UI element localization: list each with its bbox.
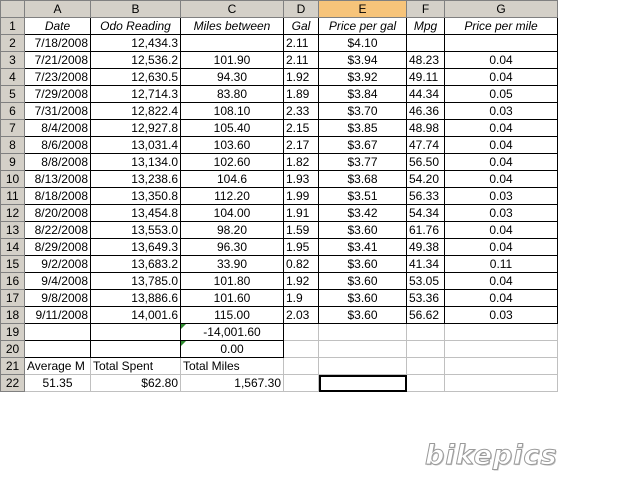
- header-odo-reading[interactable]: Odo Reading: [91, 18, 181, 35]
- cell-average-mpg[interactable]: 51.35: [25, 375, 91, 392]
- cell-mpg[interactable]: 48.98: [407, 120, 445, 137]
- cell-date[interactable]: 8/4/2008: [25, 120, 91, 137]
- table-row: [1, 188, 558, 205]
- cell-mpg[interactable]: 54.20: [407, 171, 445, 188]
- cell[interactable]: [319, 324, 407, 341]
- cell[interactable]: [284, 358, 319, 375]
- cell-price-per-gal[interactable]: $4.10: [319, 35, 407, 52]
- cell-odo-reading[interactable]: 13,454.8: [91, 205, 181, 222]
- cell-price-per-mile[interactable]: 0.04: [445, 239, 558, 256]
- cell-price-per-gal[interactable]: $3.60: [319, 307, 407, 324]
- cell-mpg[interactable]: 46.36: [407, 103, 445, 120]
- cell-miles-between[interactable]: 105.40: [181, 120, 284, 137]
- cell-gal[interactable]: 1.9: [284, 290, 319, 307]
- cell[interactable]: [284, 324, 319, 341]
- cell[interactable]: [445, 375, 558, 392]
- cell-miles-between[interactable]: 104.6: [181, 171, 284, 188]
- cell[interactable]: [407, 375, 445, 392]
- cell-odo-reading[interactable]: 12,822.4: [91, 103, 181, 120]
- cell-odo-reading[interactable]: 13,134.0: [91, 154, 181, 171]
- cell-price-per-mile[interactable]: 0.04: [445, 273, 558, 290]
- cell[interactable]: [91, 324, 181, 341]
- cell-miles-between[interactable]: 94.30: [181, 69, 284, 86]
- cell[interactable]: [25, 324, 91, 341]
- cell-miles-between[interactable]: 98.20: [181, 222, 284, 239]
- cell-odo-reading[interactable]: 12,630.5: [91, 69, 181, 86]
- cell-miles-between[interactable]: 112.20: [181, 188, 284, 205]
- cell-price-per-gal[interactable]: $3.42: [319, 205, 407, 222]
- cell-price-per-mile[interactable]: 0.04: [445, 222, 558, 239]
- cell-date[interactable]: 8/8/2008: [25, 154, 91, 171]
- table-row: [1, 154, 558, 171]
- cell-miles-between[interactable]: 115.00: [181, 307, 284, 324]
- cell-date[interactable]: 7/23/2008: [25, 69, 91, 86]
- cell-mpg[interactable]: 44.34: [407, 86, 445, 103]
- cell-miles-between[interactable]: 33.90: [181, 256, 284, 273]
- table-row: [1, 52, 558, 69]
- cell-odo-reading[interactable]: 13,553.0: [91, 222, 181, 239]
- cell-price-per-gal[interactable]: $3.77: [319, 154, 407, 171]
- cell-price-per-gal[interactable]: $3.70: [319, 103, 407, 120]
- row-header[interactable]: 6: [1, 103, 25, 120]
- row-header[interactable]: 3: [1, 52, 25, 69]
- cell-gal[interactable]: 1.92: [284, 69, 319, 86]
- cell-mpg[interactable]: 49.38: [407, 239, 445, 256]
- row-header[interactable]: 4: [1, 69, 25, 86]
- cell-gal[interactable]: 1.93: [284, 171, 319, 188]
- row-header[interactable]: 1: [1, 18, 25, 35]
- cell-miles-between[interactable]: [181, 324, 284, 341]
- cell[interactable]: [284, 341, 319, 358]
- cell[interactable]: [25, 341, 91, 358]
- cell-miles-between[interactable]: 101.90: [181, 52, 284, 69]
- cell-mpg[interactable]: 54.34: [407, 205, 445, 222]
- cell-price-per-mile[interactable]: 0.04: [445, 52, 558, 69]
- cell-odo-reading[interactable]: 13,031.4: [91, 137, 181, 154]
- row-header[interactable]: 5: [1, 86, 25, 103]
- cell-gal[interactable]: 1.59: [284, 222, 319, 239]
- cell-price-per-mile[interactable]: 0.04: [445, 154, 558, 171]
- cell-miles-between[interactable]: 101.80: [181, 273, 284, 290]
- cell-odo-reading[interactable]: 14,001.6: [91, 307, 181, 324]
- table-row: [1, 35, 558, 52]
- cell-miles-between[interactable]: [181, 341, 284, 358]
- cell-mpg[interactable]: 61.76: [407, 222, 445, 239]
- cell-miles-between[interactable]: 83.80: [181, 86, 284, 103]
- cell-odo-reading[interactable]: 13,683.2: [91, 256, 181, 273]
- cell-mpg[interactable]: 53.36: [407, 290, 445, 307]
- table-row: [1, 324, 558, 341]
- cell-date[interactable]: 8/13/2008: [25, 171, 91, 188]
- table-row: [1, 171, 558, 188]
- cell-date[interactable]: 9/2/2008: [25, 256, 91, 273]
- cell-total-miles[interactable]: 1,567.30: [181, 375, 284, 392]
- cell-average-mpg-label[interactable]: Average M: [25, 358, 91, 375]
- cell-price-per-mile[interactable]: 0.04: [445, 171, 558, 188]
- active-cell[interactable]: [319, 375, 407, 392]
- cell[interactable]: [319, 358, 407, 375]
- cell-gal[interactable]: 2.15: [284, 120, 319, 137]
- column-header-row: [1, 1, 558, 18]
- table-row: [1, 103, 558, 120]
- row-header[interactable]: 16: [1, 273, 25, 290]
- cell-mpg[interactable]: 48.23: [407, 52, 445, 69]
- cell-odo-reading[interactable]: 12,714.3: [91, 86, 181, 103]
- row-header[interactable]: 15: [1, 256, 25, 273]
- table-row: [1, 375, 558, 392]
- cell-date[interactable]: 9/11/2008: [25, 307, 91, 324]
- cell-mpg[interactable]: 56.33: [407, 188, 445, 205]
- header-miles-between[interactable]: Miles between: [181, 18, 284, 35]
- row-header[interactable]: 7: [1, 120, 25, 137]
- error-indicator-icon: [181, 341, 186, 346]
- table-row: [1, 256, 558, 273]
- cell-date[interactable]: 8/6/2008: [25, 137, 91, 154]
- cell[interactable]: [91, 341, 181, 358]
- header-date[interactable]: Date: [25, 18, 91, 35]
- table-row: [1, 222, 558, 239]
- row-header[interactable]: 14: [1, 239, 25, 256]
- column-header-a[interactable]: A: [25, 1, 91, 18]
- cell-gal[interactable]: 2.33: [284, 103, 319, 120]
- cell-mpg[interactable]: 47.74: [407, 137, 445, 154]
- cell-odo-reading[interactable]: 12,434.3: [91, 35, 181, 52]
- cell-price-per-mile[interactable]: 0.05: [445, 86, 558, 103]
- cell-odo-reading[interactable]: 13,785.0: [91, 273, 181, 290]
- header-mpg[interactable]: Mpg: [407, 18, 445, 35]
- cell-gal[interactable]: 1.89: [284, 86, 319, 103]
- cell[interactable]: [445, 358, 558, 375]
- table-row: [1, 273, 558, 290]
- row-header[interactable]: 22: [1, 375, 25, 392]
- row-header[interactable]: 9: [1, 154, 25, 171]
- row-header[interactable]: 17: [1, 290, 25, 307]
- header-gal[interactable]: Gal: [284, 18, 319, 35]
- cell-gal[interactable]: 1.82: [284, 154, 319, 171]
- cell-date[interactable]: 7/21/2008: [25, 52, 91, 69]
- table-row: [1, 18, 558, 35]
- cell-mpg[interactable]: 49.11: [407, 69, 445, 86]
- cell-price-per-gal[interactable]: $3.85: [319, 120, 407, 137]
- cell-mpg[interactable]: [407, 35, 445, 52]
- cell-date[interactable]: 8/20/2008: [25, 205, 91, 222]
- cell-mpg[interactable]: 41.34: [407, 256, 445, 273]
- column-header-c[interactable]: C: [181, 1, 284, 18]
- cell-gal[interactable]: 2.17: [284, 137, 319, 154]
- cell-miles-between[interactable]: 103.60: [181, 137, 284, 154]
- cell-price-per-gal[interactable]: $3.94: [319, 52, 407, 69]
- cell[interactable]: [407, 358, 445, 375]
- cell-date[interactable]: 7/29/2008: [25, 86, 91, 103]
- cell-odo-reading[interactable]: 13,886.6: [91, 290, 181, 307]
- cell-price-per-mile[interactable]: 0.03: [445, 307, 558, 324]
- cell-mpg[interactable]: 56.62: [407, 307, 445, 324]
- cell-total-spent-label[interactable]: Total Spent: [91, 358, 181, 375]
- table-row: [1, 358, 558, 375]
- cell-price-per-gal[interactable]: $3.68: [319, 171, 407, 188]
- cell-price-per-gal[interactable]: $3.60: [319, 222, 407, 239]
- cell-miles-between[interactable]: 108.10: [181, 103, 284, 120]
- cell-total-spent[interactable]: $62.80: [91, 375, 181, 392]
- cell-odo-reading[interactable]: 12,927.8: [91, 120, 181, 137]
- cell-odo-reading[interactable]: 13,238.6: [91, 171, 181, 188]
- cell-price-per-gal[interactable]: $3.51: [319, 188, 407, 205]
- cell[interactable]: [407, 324, 445, 341]
- table-row: [1, 307, 558, 324]
- row-header[interactable]: 11: [1, 188, 25, 205]
- cell-date[interactable]: 7/31/2008: [25, 103, 91, 120]
- cell-price-per-mile[interactable]: 0.03: [445, 188, 558, 205]
- cell[interactable]: [445, 341, 558, 358]
- cell-miles-between[interactable]: [181, 35, 284, 52]
- cell-price-per-mile[interactable]: 0.04: [445, 120, 558, 137]
- row-header[interactable]: 12: [1, 205, 25, 222]
- cell[interactable]: [445, 324, 558, 341]
- column-header-e[interactable]: E: [319, 1, 407, 18]
- row-header[interactable]: 19: [1, 324, 25, 341]
- cell-miles-between[interactable]: 96.30: [181, 239, 284, 256]
- cell-date[interactable]: 8/22/2008: [25, 222, 91, 239]
- cell-odo-reading[interactable]: 13,350.8: [91, 188, 181, 205]
- cell-miles-between[interactable]: 101.60: [181, 290, 284, 307]
- row-header[interactable]: 20: [1, 341, 25, 358]
- cell-gal[interactable]: 2.11: [284, 35, 319, 52]
- cell-price-per-gal[interactable]: $3.92: [319, 69, 407, 86]
- row-header[interactable]: 18: [1, 307, 25, 324]
- cell-price-per-gal[interactable]: $3.60: [319, 273, 407, 290]
- column-header-g[interactable]: G: [445, 1, 558, 18]
- cell-price-per-gal[interactable]: $3.60: [319, 256, 407, 273]
- error-indicator-icon: [181, 324, 186, 329]
- cell-price-per-gal[interactable]: $3.67: [319, 137, 407, 154]
- row-header[interactable]: 21: [1, 358, 25, 375]
- table-row: [1, 86, 558, 103]
- cell-mpg[interactable]: 56.50: [407, 154, 445, 171]
- cell-mpg[interactable]: 53.05: [407, 273, 445, 290]
- table-row: [1, 239, 558, 256]
- row-header[interactable]: 2: [1, 35, 25, 52]
- cell-price-per-gal[interactable]: $3.41: [319, 239, 407, 256]
- cell-gal[interactable]: 1.95: [284, 239, 319, 256]
- cell-odo-reading[interactable]: 13,649.3: [91, 239, 181, 256]
- table-row: [1, 69, 558, 86]
- column-header-d[interactable]: D: [284, 1, 319, 18]
- cell-gal[interactable]: 0.82: [284, 256, 319, 273]
- bikepics-watermark-logo: bikepics: [425, 440, 558, 471]
- cell-price-per-mile[interactable]: 0.03: [445, 205, 558, 222]
- cell-date[interactable]: 9/8/2008: [25, 290, 91, 307]
- table-row: [1, 290, 558, 307]
- cell-value: 0.00: [220, 341, 244, 356]
- cell-gal[interactable]: 2.03: [284, 307, 319, 324]
- cell-price-per-gal[interactable]: $3.84: [319, 86, 407, 103]
- cell-price-per-mile[interactable]: 0.04: [445, 137, 558, 154]
- cell-price-per-gal[interactable]: $3.60: [319, 290, 407, 307]
- table-row: [1, 341, 558, 358]
- cell-date[interactable]: 7/18/2008: [25, 35, 91, 52]
- cell-gal[interactable]: 1.91: [284, 205, 319, 222]
- table-row: [1, 205, 558, 222]
- header-price-per-gal[interactable]: Price per gal: [319, 18, 407, 35]
- cell-gal[interactable]: 1.99: [284, 188, 319, 205]
- row-header[interactable]: 10: [1, 171, 25, 188]
- cell-price-per-mile[interactable]: 0.03: [445, 103, 558, 120]
- cell-price-per-mile[interactable]: 0.04: [445, 69, 558, 86]
- cell-total-miles-label[interactable]: Total Miles: [181, 358, 284, 375]
- cell-price-per-mile[interactable]: [445, 35, 558, 52]
- cell-miles-between[interactable]: 104.00: [181, 205, 284, 222]
- cell[interactable]: [284, 375, 319, 392]
- cell-date[interactable]: 8/18/2008: [25, 188, 91, 205]
- cell-miles-between[interactable]: 102.60: [181, 154, 284, 171]
- select-all-corner[interactable]: [1, 1, 25, 18]
- table-row: [1, 137, 558, 154]
- row-header[interactable]: 13: [1, 222, 25, 239]
- column-header-f[interactable]: F: [407, 1, 445, 18]
- cell-date[interactable]: 9/4/2008: [25, 273, 91, 290]
- cell-price-per-mile[interactable]: 0.04: [445, 290, 558, 307]
- column-header-b[interactable]: B: [91, 1, 181, 18]
- cell-value: -14,001.60: [203, 324, 261, 339]
- cell[interactable]: [407, 341, 445, 358]
- cell-price-per-mile[interactable]: 0.11: [445, 256, 558, 273]
- header-price-per-mile[interactable]: Price per mile: [445, 18, 558, 35]
- row-header[interactable]: 8: [1, 137, 25, 154]
- cell-gal[interactable]: 1.92: [284, 273, 319, 290]
- cell-odo-reading[interactable]: 12,536.2: [91, 52, 181, 69]
- table-row: [1, 120, 558, 137]
- cell-date[interactable]: 8/29/2008: [25, 239, 91, 256]
- cell-gal[interactable]: 2.11: [284, 52, 319, 69]
- cell[interactable]: [319, 341, 407, 358]
